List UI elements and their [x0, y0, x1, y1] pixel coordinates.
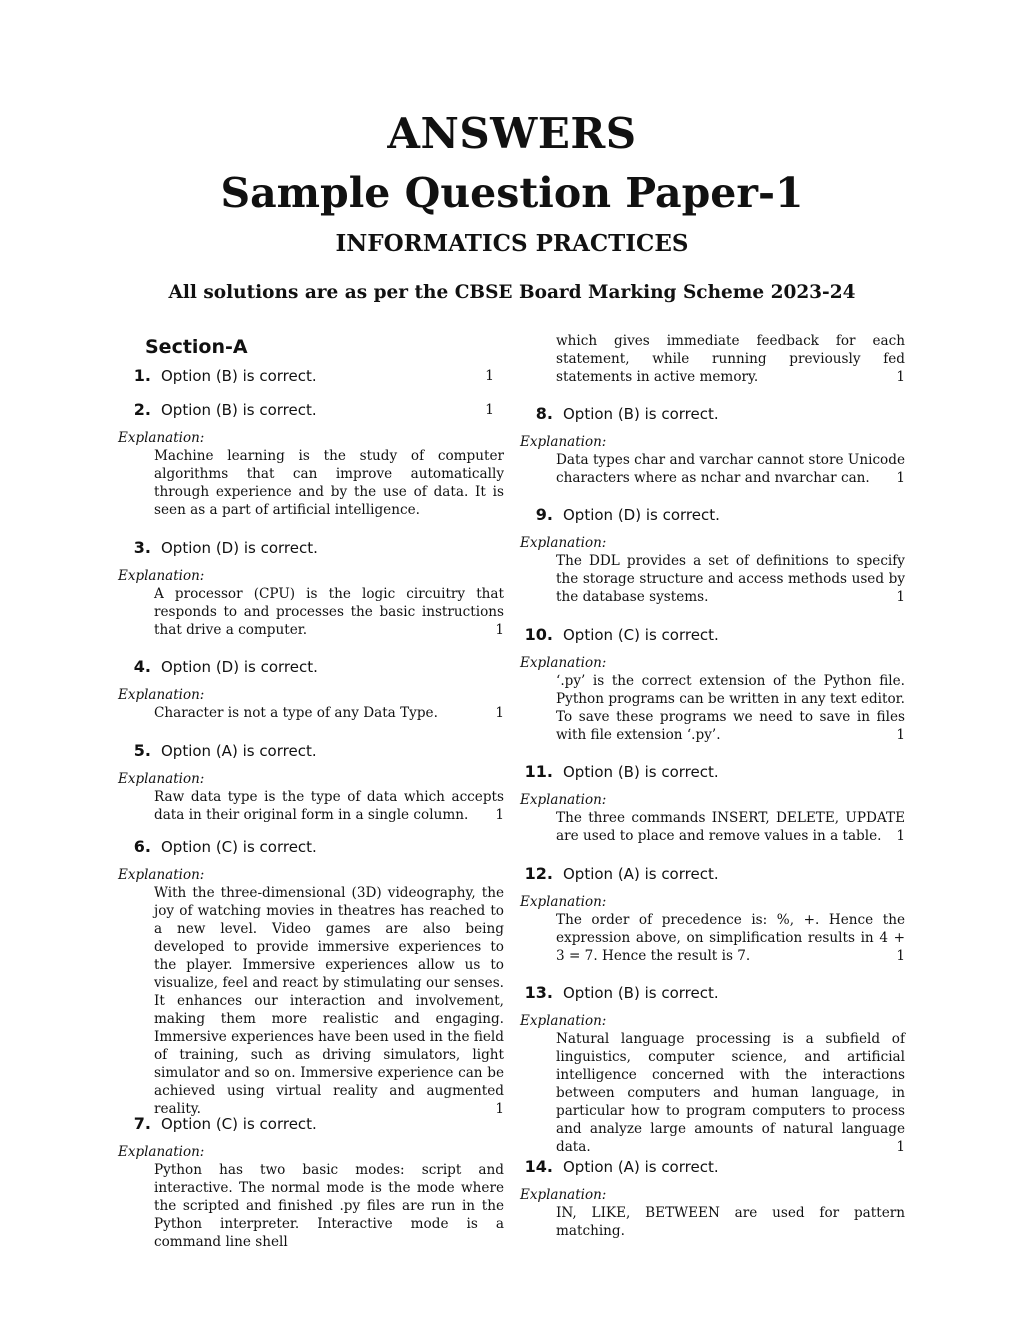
question-number: 8. — [535, 404, 553, 423]
answer-text: Option (B) is correct. — [161, 401, 317, 419]
explanation-label: Explanation: — [520, 1013, 607, 1029]
answer-item-6 — [118, 836, 504, 858]
explanation-label: Explanation: — [520, 792, 607, 808]
answer-item-5 — [118, 740, 504, 762]
question-number: 5. — [133, 741, 151, 760]
explanation-marks: 1 — [896, 589, 905, 605]
question-number: 11. — [524, 762, 553, 781]
answer-item-2 — [118, 399, 504, 421]
explanation-text: The order of precedence is: %, +. Hence the expression above, on simplification results in 4 + 3 = 7. Hence the result is 7. 1 — [556, 912, 905, 964]
explanation-marks: 1 — [495, 622, 504, 638]
answer-item-3 — [118, 537, 504, 559]
explanation-label: Explanation: — [118, 430, 205, 446]
explanation-text: The DDL provides a set of definitions to specify the storage structure and access methods used by the database systems. 1 — [556, 553, 905, 605]
explanation-text: Data types char and varchar cannot store Unicode characters where as nchar and nvarchar can. 1 — [556, 452, 905, 486]
explanation-text: A processor (CPU) is the logic circuitry that responds to and processes the basic instructions that drive a computer. 1 — [154, 586, 504, 638]
question-number: 14. — [524, 1157, 553, 1176]
explanation-marks: 1 — [896, 369, 905, 385]
answer-marks: 1 — [485, 402, 494, 418]
answer-item-7 — [118, 1113, 504, 1135]
subject-title: INFORMATICS PRACTICES — [335, 230, 689, 257]
answer-text: Option (C) is correct. — [563, 626, 719, 644]
question-number: 3. — [133, 538, 151, 557]
explanation-marks: 1 — [896, 727, 905, 743]
answer-text: Option (A) is correct. — [563, 1158, 719, 1176]
answer-item-8 — [520, 403, 905, 425]
paper-title: Sample Question Paper-1 — [220, 169, 804, 217]
answer-text: Option (A) is correct. — [563, 865, 719, 883]
explanation-marks: 1 — [896, 948, 905, 964]
answer-text: Option (D) is correct. — [161, 658, 318, 676]
explanation-marks: 1 — [896, 1139, 905, 1155]
explanation-text: Python has two basic modes: script and interactive. The normal mode is the mode where the scripted and finished .py files are run in the Python interpreter. Interactive mode is a command line shell — [154, 1162, 504, 1250]
explanation-text: Character is not a type of any Data Type. 1 — [154, 705, 504, 721]
question-number: 7. — [133, 1114, 151, 1133]
explanation-marks: 1 — [495, 1101, 504, 1117]
explanation-text: Machine learning is the study of computer algorithms that can improve automatically through experience and by the use of data. It is seen as a part of artificial intelligence. — [154, 448, 504, 518]
question-number: 12. — [524, 864, 553, 883]
explanation-text: With the three-dimensional (3D) videography, the joy of watching movies in theatres has reached to a new level. Video games are also being developed to provide immersive experiences to the player. Immersive experiences allow us to visualize, feel and react by stimulating our senses. It enhances our interaction and involvement, making them more realistic and engaging. Immersive experiences have been used in the field of training, such as driving simulators, light simulator and so on. Immersive experience can be achieved using virtual reality and augmented reality. 1 — [154, 885, 504, 1117]
explanation-label: Explanation: — [520, 894, 607, 910]
answer-item-10 — [520, 624, 905, 646]
marking-scheme-note: All solutions are as per the CBSE Board Marking Scheme 2023-24 — [168, 282, 856, 303]
answer-item-1 — [118, 365, 504, 387]
answer-text: Option (B) is correct. — [563, 405, 719, 423]
page-title: ANSWERS — [387, 109, 637, 158]
explanation-text: Natural language processing is a subfield of linguistics, computer science, and artificial intelligence concerned with the interactions between computers and human language, in particular how to program computers to process and analyze large amounts of natural language data. 1 — [556, 1031, 905, 1155]
explanation-label: Explanation: — [118, 771, 205, 787]
explanation-label: Explanation: — [520, 655, 607, 671]
answer-item-14 — [520, 1156, 905, 1178]
question-number: 10. — [524, 625, 553, 644]
explanation-marks: 1 — [495, 705, 504, 721]
explanation-label: Explanation: — [118, 1144, 205, 1160]
answer-marks: 1 — [485, 368, 494, 384]
answer-item-13 — [520, 982, 905, 1004]
answer-item-12 — [520, 863, 905, 885]
answer-text: Option (B) is correct. — [161, 367, 317, 385]
answer-text: Option (B) is correct. — [563, 763, 719, 781]
question-number: 2. — [133, 400, 151, 419]
answer-item-11 — [520, 761, 905, 783]
explanation-text: The three commands INSERT, DELETE, UPDATE are used to place and remove values in a table. 1 — [556, 810, 905, 844]
answer-text: Option (C) is correct. — [161, 838, 317, 856]
section-title: Section-A — [145, 336, 248, 358]
explanation-marks: 1 — [896, 470, 905, 486]
answer-item-9 — [520, 504, 905, 526]
explanation-label: Explanation: — [118, 867, 205, 883]
explanation-label: Explanation: — [118, 568, 205, 584]
explanation-label: Explanation: — [520, 535, 607, 551]
question-number: 6. — [133, 837, 151, 856]
question-number: 4. — [133, 657, 151, 676]
answer-text: Option (B) is correct. — [563, 984, 719, 1002]
explanation-label: Explanation: — [520, 1187, 607, 1203]
explanation-marks: 1 — [495, 807, 504, 823]
explanation-text: Raw data type is the type of data which accepts data in their original form in a single column. 1 — [154, 789, 504, 823]
question-number: 9. — [535, 505, 553, 524]
explanation-label: Explanation: — [520, 434, 607, 450]
explanation-marks: 1 — [896, 828, 905, 844]
explanation-label: Explanation: — [118, 687, 205, 703]
answer-item-4 — [118, 656, 504, 678]
question-number: 13. — [524, 983, 553, 1002]
explanation-text: ‘.py’ is the correct extension of the Python file. Python programs can be written in any text editor. To save these programs we need to save in files with file extension ‘.py’. 1 — [556, 673, 905, 743]
question-number: 1. — [133, 366, 151, 385]
answer-text: Option (D) is correct. — [563, 506, 720, 524]
explanation-text: IN, LIKE, BETWEEN are used for pattern matching. — [556, 1205, 905, 1239]
answer-text: Option (C) is correct. — [161, 1115, 317, 1133]
answer-text: Option (D) is correct. — [161, 539, 318, 557]
answer-text: Option (A) is correct. — [161, 742, 317, 760]
explanation-text-continued: which gives immediate feedback for each statement, while running previously fed statements in active memory. 1 — [556, 333, 905, 385]
